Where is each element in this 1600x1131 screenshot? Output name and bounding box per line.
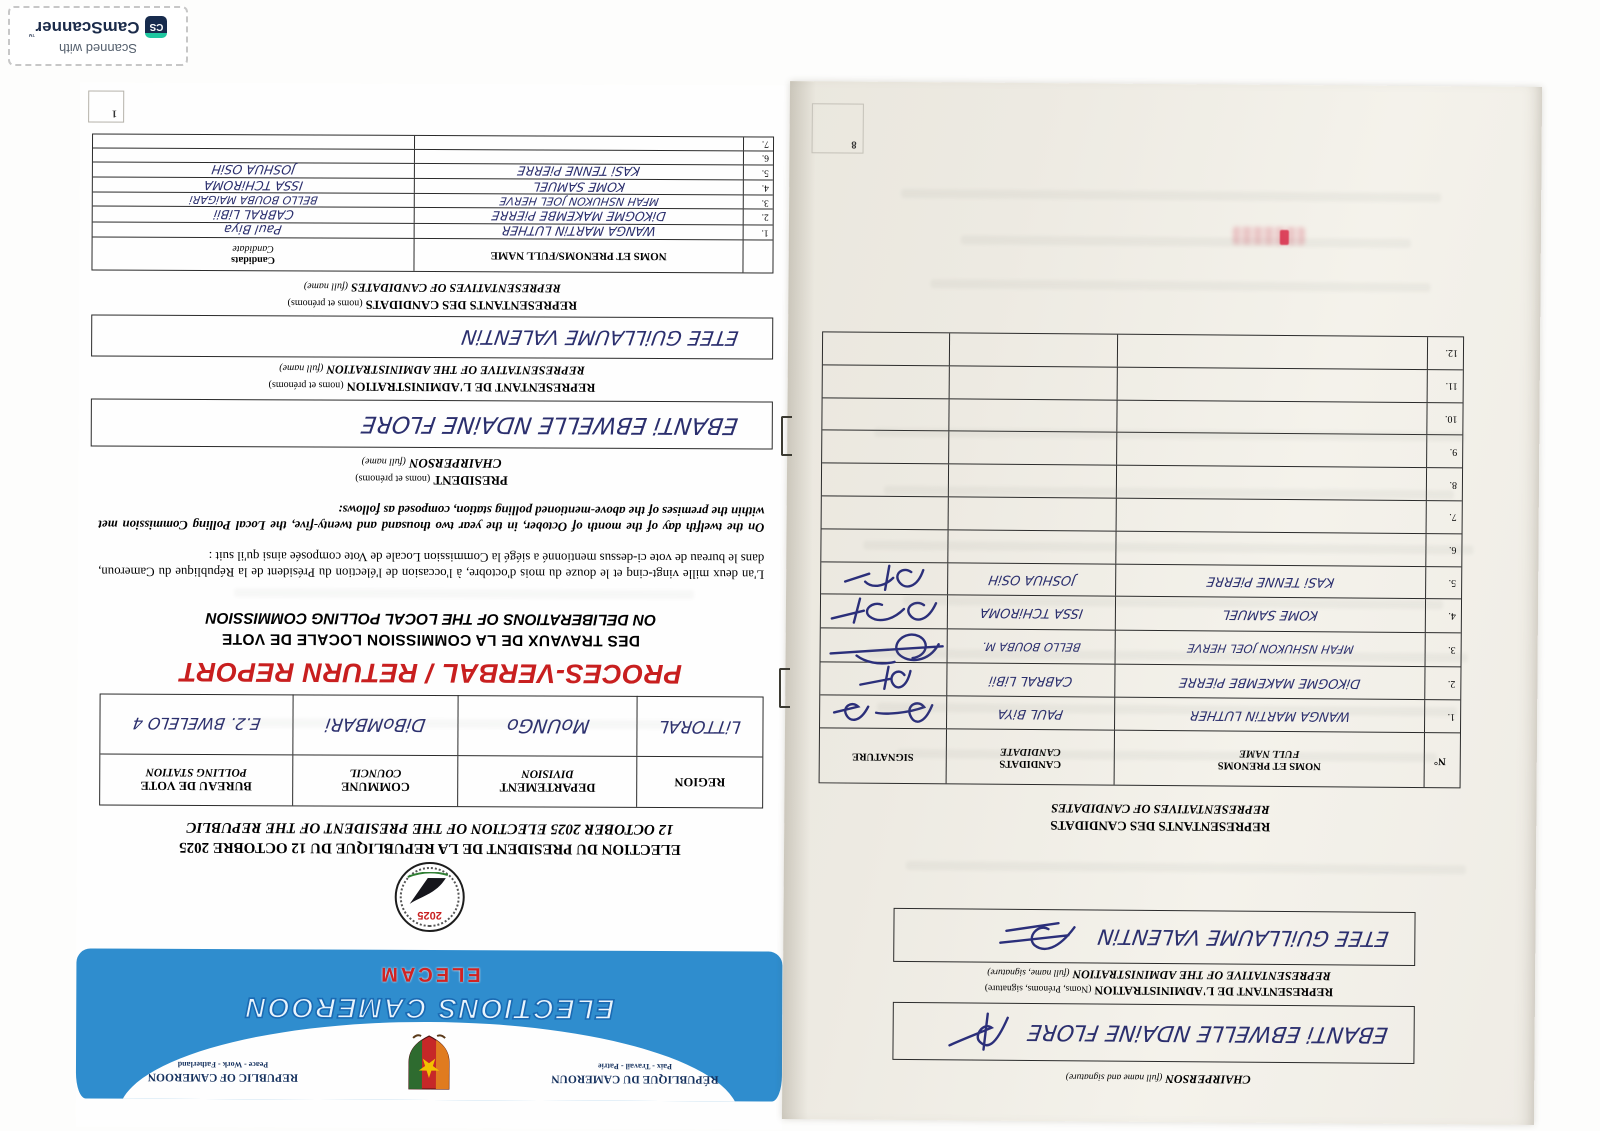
admin-rep-name-box: ETEE GUiLLAUME VALENTiN [91, 315, 773, 360]
report-subtitle-fr: DES TRAVAUX DE LA COMMISSION LOCALE DE VOTE [221, 630, 640, 649]
signatures-table [819, 331, 1465, 788]
location-table-header-row [100, 754, 762, 808]
chairperson-signature-label: CHAIRPERSON (full name and signature) [1065, 1071, 1251, 1087]
table-row: 11. [823, 364, 1463, 402]
signature-scribble [839, 563, 929, 594]
col-signature: SIGNATURE [851, 750, 914, 763]
bleedthrough-line [234, 588, 694, 599]
report-title: PROCES-VERBAL / RETURN REPORT [179, 656, 683, 690]
col-candidate: Candidats Candidate [231, 243, 276, 266]
document-page-8 [782, 81, 1542, 1125]
election-2025-logo [395, 862, 465, 932]
table-row: 6. [821, 528, 1461, 566]
table-row: 2. DiKOGME MAKEMBE PiERRE CABRAL LiBii [820, 662, 1460, 700]
elecam-banner [76, 948, 783, 1101]
admin-rep-label-en: REPRESENTATIVE OF THE ADMINISTRATION (full name) [279, 362, 585, 378]
bleedthrough-line [930, 279, 1430, 292]
table-row: 5. KASi TENNE PiERRE JOSHUA OSiH [93, 161, 773, 179]
page-number-box: 8 [812, 103, 864, 153]
body-paragraph-fr: L'an deux mille vingt-cinq et le douze du mois d'octobre, à l'occasion de l'élection du Président de la République du Cameroun, dans le bureau de vote ci-dessus mentionné a siégé la Commission Locale de Vote composée ainsi qu'il suit : [98, 549, 765, 582]
chairperson-signature-scribble [944, 1011, 1014, 1052]
table-row: 4. KOME SAMUEL ISSA TCHiROMA [93, 176, 773, 194]
cand-reps-heading-en: REPRESENTATIVES OF CANDIDATES [1051, 801, 1270, 817]
republic-en-block [118, 1060, 328, 1084]
location-value-council: DiBoMBARi [292, 694, 458, 755]
chairperson-signature-box: EBANTi EBWELLE NDAiNE FLORE [892, 1002, 1414, 1064]
location-header-division: DEPARTEMENT DIVISION [458, 756, 637, 807]
republic-en-name: REPUBLIC OF CAMEROON [147, 1070, 299, 1084]
col-full-name: NOMS ET PRENOMS/FULL NAME [414, 239, 743, 272]
admin-rep-label-fr: REPRESENTANT DE L'ADMINISTRATION (noms et prénoms) [268, 379, 596, 395]
camscanner-prefix: Scanned with [58, 41, 138, 56]
chairperson-label-en: CHAIRPERSON (full name) [361, 455, 502, 472]
page-number-box: 1 [88, 90, 124, 122]
logo-year: 2025 [417, 908, 442, 922]
table-row: 10. [822, 397, 1462, 435]
cand-reps-heading-fr: REPRESENTANTS DES CANDIDATS [1050, 818, 1271, 835]
location-header-council: COMMUNE COUNCIL [292, 755, 458, 806]
candidates-table [91, 134, 774, 274]
red-stamp-mark [1280, 230, 1289, 245]
location-value-division: MoUNGo [458, 695, 637, 756]
elecam-wordmark: ELECAM [378, 962, 481, 986]
admin-rep-signature-label-en: REPRESENTATIVE OF THE ADMINISTRATION (full name, signature) [987, 966, 1331, 984]
red-stamp-smudge [1233, 227, 1305, 246]
table-row: 9. [822, 430, 1462, 468]
location-table [99, 694, 763, 809]
cameroon-coat-of-arms-icon [403, 1029, 455, 1092]
republic-fr-block [530, 1061, 740, 1085]
table-row: 8. [822, 463, 1462, 501]
candidates-table-header [92, 237, 772, 273]
table-row: 12. [823, 332, 1463, 369]
col-candidate: CANDIDATS CANDIDATE [946, 729, 1114, 784]
table-row: 1. WANGA MARTiN LUTHER PAUL BiYA [820, 695, 1460, 733]
staple-icon [779, 668, 790, 708]
document-page-1 [76, 82, 787, 1129]
admin-rep-signature-label-fr: REPRESENTANT DE L'ADMINISTRATION (Noms, Prénoms, signature) [984, 982, 1334, 1000]
trademark-symbol: ™ [28, 30, 36, 37]
report-subtitle-en: ON DELIBERATIONS OF THE LOCAL POLLING COMMISSION [205, 609, 657, 628]
admin-rep-signature-box: ETEE GUiLLAUME VALENTiN [893, 908, 1415, 966]
col-full-name: NOMS ET PRENOMS FULL NAME [1114, 731, 1424, 787]
republic-fr-motto: Paix - Travail - Patrie [598, 1061, 672, 1072]
signature-scribble [848, 665, 918, 694]
table-row: 6. [93, 147, 773, 164]
cand-reps-label-fr: REPRESENTANTS DES CANDIDATS (noms et prénoms) [287, 297, 578, 313]
table-row: 1. WANGA MARTiN LUTHER Paul Biya [93, 221, 773, 239]
location-header-polling-station: BUREAU DE VOTE POLLING STATION [140, 766, 252, 794]
table-row: 7. [822, 495, 1462, 533]
staple-icon [781, 416, 792, 456]
admin-rep-signature-scribble [994, 915, 1078, 958]
location-value-region: LiTTORAL [637, 696, 763, 757]
bleedthrough-line [961, 235, 1411, 248]
cand-reps-label-en: REPRESENTATIVES OF CANDIDATES (full name) [303, 280, 561, 296]
camscanner-brand: CamScanner [35, 18, 140, 37]
bleedthrough-line [906, 861, 1466, 874]
table-row: 7. [93, 135, 773, 151]
elections-cameroon-wordmark: ELECTIONS CAMEROON [243, 992, 615, 1025]
republic-en-motto: Peace - Work - Fatherland [177, 1059, 269, 1070]
location-header-region: REGION [636, 757, 762, 808]
camscanner-logo-icon: CS [145, 16, 167, 38]
bleedthrough-line [901, 189, 1441, 202]
election-title-fr: ELECTION DU PRESIDENT DE LA REPUBLIQUE DU 12 OCTOBRE 2025 [179, 838, 681, 858]
table-row: 2. DiKOGME MAKEMBE PiERRE CABRAL LiBii [93, 206, 773, 224]
camscanner-watermark [8, 6, 188, 66]
republic-fr-name: RÉPUBLIQUE DU CAMEROUN [551, 1072, 719, 1086]
signature-scribble [818, 623, 948, 668]
col-number: N° [1424, 733, 1460, 787]
location-value-polling-station: E.2. BWELELO 4 [131, 714, 262, 734]
table-row: 4. KOME SAMUEL ISSA TCHiROMA [821, 594, 1461, 633]
chairperson-name-box: EBANTi EBWELLE NDAiNE FLORE [91, 399, 773, 450]
election-title-en: 12 OCTOBER 2025 ELECTION OF THE PRESIDENT OF THE REPUBLIC [186, 818, 674, 838]
table-row: 5. KASi TENNE PiERRE JOSHUA OSiH [821, 561, 1461, 599]
chairperson-label-fr: PRESIDENT (noms et prénoms) [355, 472, 508, 489]
body-paragraph-en: On the twelfth day of the month of October, in the year two thousand and twenty-five, the Local Polling Commission met within the premises of the above-mentioned polling station, composed as follows: [98, 503, 765, 535]
table-row: 3. MFAH NSHUKON JOEL HERVE BELLO BOUBA M. [821, 628, 1461, 667]
table-row: 3. MFAH NSHUKON JOEL HERVE BELLO BOUBA MAiGARi [93, 192, 773, 209]
logo-swoosh-icon [406, 872, 450, 906]
